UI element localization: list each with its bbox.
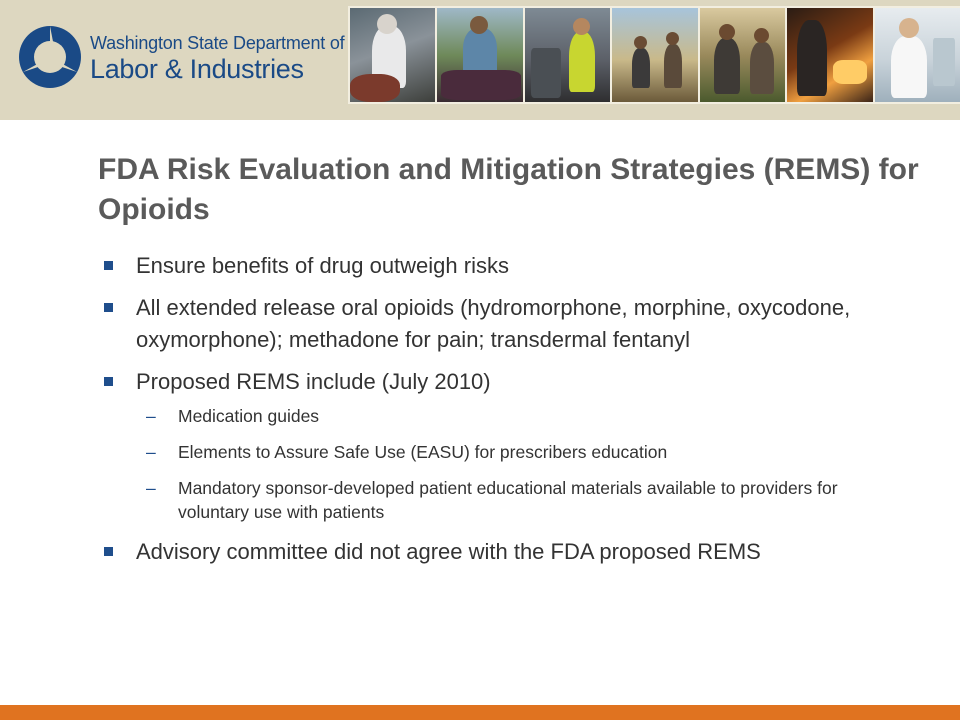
construction-worker-photo	[525, 8, 610, 102]
header-photo-strip	[348, 6, 960, 104]
square-bullet-icon	[104, 377, 113, 386]
bullet-item	[104, 366, 904, 524]
lni-logo-icon	[16, 23, 84, 91]
bottom-accent-bar	[0, 705, 960, 720]
bullet-list	[104, 250, 904, 578]
sub-bullet-list	[136, 404, 904, 524]
grape-harvest-photo	[437, 8, 522, 102]
worker-in-respirator-photo	[350, 8, 435, 102]
dash-bullet-icon: –	[146, 406, 156, 426]
sub-bullet-text: Elements to Assure Safe Use (EASU) for prescribers education	[178, 442, 668, 462]
sub-bullet-text: Medication guides	[178, 406, 320, 426]
slide-title: FDA Risk Evaluation and Mitigation Strategies (REMS) for Opioids	[98, 153, 919, 226]
bullet-item	[104, 292, 904, 356]
organization-name	[90, 33, 344, 85]
lab-technician-photo	[875, 8, 960, 102]
farm-workers-photo	[700, 8, 785, 102]
sub-bullet-item	[136, 404, 904, 428]
bullet-text: All extended release oral opioids (hydromorphone, morphine, oxycodone, oxymorphone); methadone for pain; transdermal fentanyl	[136, 295, 851, 352]
bullet-item	[104, 250, 904, 282]
org-name-line2: Labor & Industries	[90, 54, 304, 84]
sub-bullet-item	[136, 476, 904, 524]
dash-bullet-icon: –	[146, 442, 156, 462]
bullet-text: Proposed REMS include (July 2010)	[136, 369, 491, 394]
dash-bullet-icon: –	[146, 478, 156, 498]
sub-bullet-item	[136, 440, 904, 464]
header-band	[0, 0, 960, 120]
bullet-text: Ensure benefits of drug outweigh risks	[136, 253, 509, 278]
square-bullet-icon	[104, 261, 113, 270]
square-bullet-icon	[104, 547, 113, 556]
field-crew-photo	[612, 8, 697, 102]
square-bullet-icon	[104, 303, 113, 312]
bullet-item	[104, 536, 904, 568]
org-name-line1: Washington State Department of	[90, 33, 345, 53]
foundry-worker-photo	[787, 8, 872, 102]
sub-bullet-text: Mandatory sponsor-developed patient educational materials available to providers for voluntary use with patients	[178, 478, 838, 522]
bullet-text: Advisory committee did not agree with the FDA proposed REMS	[136, 539, 761, 564]
